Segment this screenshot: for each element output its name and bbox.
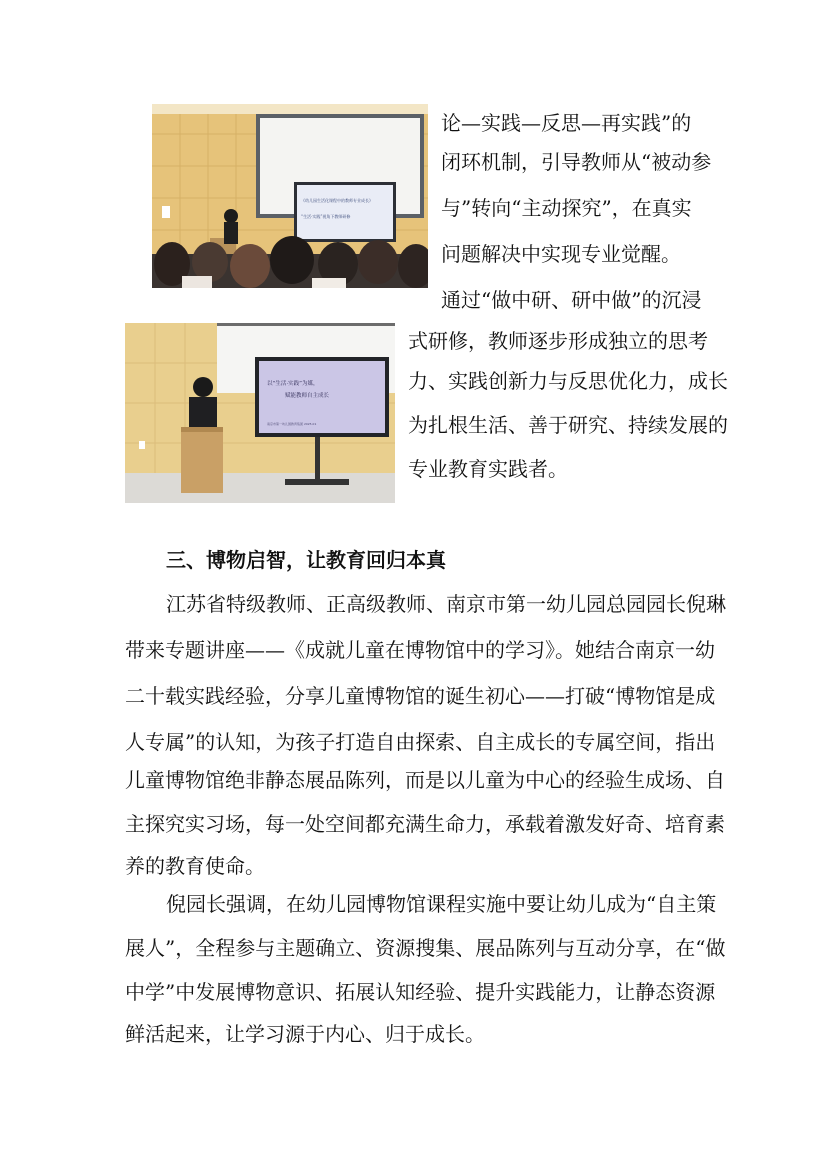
display-screen xyxy=(297,185,393,239)
screen-title: 以“生活·实践”为媒， xyxy=(267,381,319,387)
wrap-line-3: 与”转向“主动探究”，在真实 xyxy=(441,196,692,220)
podium xyxy=(181,427,223,493)
screen-line-1: 《幼儿园生活化课程中的教师专业成长》 xyxy=(301,198,373,203)
wrap-line-5: 通过“做中研、研中做”的沉浸 xyxy=(441,288,702,312)
wrap-line-4: 问题解决中实现专业觉醒。 xyxy=(441,242,681,266)
wrap-line-6: 式研修，教师逐步形成独立的思考 xyxy=(408,329,708,353)
screen-subtitle: 赋能教师自主成长 xyxy=(285,393,330,399)
wrap-line-8: 为扎根生活、善于研究、持续发展的 xyxy=(408,413,728,437)
para2-line-1: 倪园长强调，在幼儿园博物馆课程实施中要让幼儿成为“自主策 xyxy=(166,892,717,916)
lecture-scene-2 xyxy=(125,323,395,503)
lecture-photo-2 xyxy=(125,323,395,503)
para2-line-3: 中学”中发展博物意识、拓展认知经验、提升实践能力，让静态资源 xyxy=(125,980,716,1004)
screen-footer: 南京市第一幼儿园教育集团 2025.01 xyxy=(267,422,317,426)
speaker xyxy=(224,222,238,244)
para1-line-6: 主探究实习场，每一处空间都充满生命力，承载着激发好奇、培育素 xyxy=(125,812,725,836)
para1-line-1: 江苏省特级教师、正高级教师、南京市第一幼儿园总园园长倪琳 xyxy=(166,592,726,616)
para1-line-4: 人专属”的认知，为孩子打造自由探索、自主成长的专属空间，指出 xyxy=(125,730,716,754)
wrap-line-2: 闭环机制，引导教师从“被动参 xyxy=(441,150,712,174)
para2-line-2: 展人”，全程参与主题确立、资源搜集、展品陈列与互动分享，在“做 xyxy=(125,936,726,960)
speaker xyxy=(189,397,217,429)
lecture-scene-1 xyxy=(152,104,428,288)
para2-line-4: 鲜活起来，让学习源于内心、归于成长。 xyxy=(125,1022,485,1046)
floor xyxy=(125,473,395,503)
wrap-line-9: 专业教育实践者。 xyxy=(408,457,568,481)
wrap-line-7: 力、实践创新力与反思优化力，成长 xyxy=(408,369,728,393)
para1-line-5: 儿童博物馆绝非静态展品陈列，而是以儿童为中心的经验生成场、自 xyxy=(125,768,725,792)
para1-line-7: 养的教育使命。 xyxy=(125,854,265,878)
para1-line-3: 二十载实践经验，分享儿童博物馆的诞生初心——打破“博物馆是成 xyxy=(125,684,716,708)
screen-line-2: “生活·实践”视角下教师研修 xyxy=(301,214,351,219)
lecture-photo-1 xyxy=(152,104,428,288)
para1-line-2: 带来专题讲座——《成就儿童在博物馆中的学习》。她结合南京一幼 xyxy=(125,638,715,662)
wrap-line-1: 论—实践—反思—再实践”的 xyxy=(441,111,692,135)
section-heading: 三、博物启智，让教育回归本真 xyxy=(166,548,446,572)
